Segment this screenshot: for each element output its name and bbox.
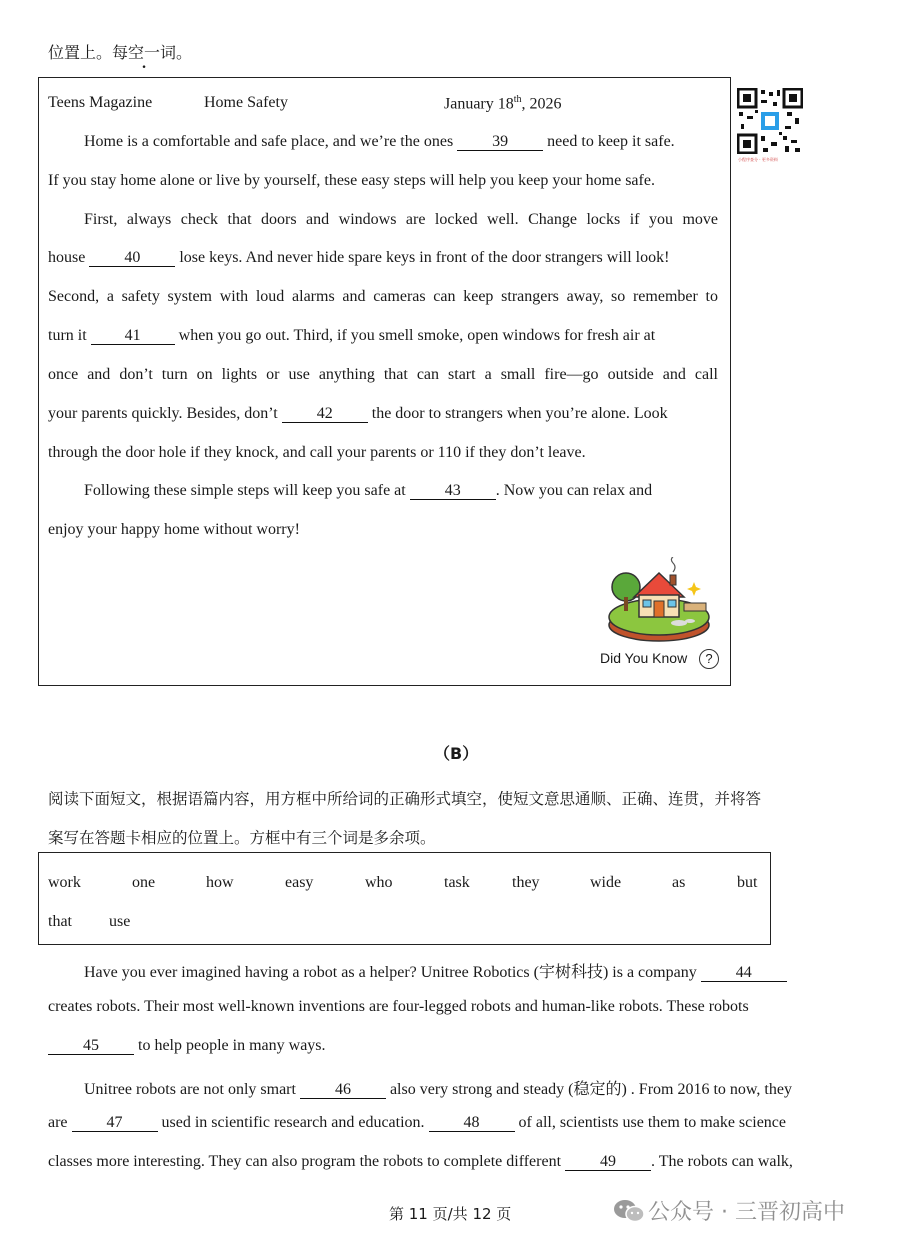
blank-48[interactable]: 48 bbox=[429, 1115, 515, 1132]
blank-44[interactable]: 44 bbox=[701, 965, 787, 982]
qr-caption: 小程序查分 · 更多资料 bbox=[738, 157, 778, 162]
word-option: who bbox=[365, 874, 393, 891]
watermark-text: 公众号 · 三晋初高中 bbox=[648, 1200, 845, 1225]
page-number: 第 11 页/共 12 页 bbox=[389, 1205, 512, 1223]
word-option: wide bbox=[590, 874, 622, 891]
word-option: as bbox=[672, 874, 686, 891]
word-option: how bbox=[206, 874, 234, 891]
passage-a-line: your parents quickly. Besides, don’t 42 the door to strangers when you’re alone. Look bbox=[48, 405, 668, 422]
instruction-text: 位置上。 bbox=[48, 43, 113, 62]
magazine-section: Home Safety bbox=[204, 94, 288, 111]
section-b-instruction: 案写在答题卡相应的位置上。方框中有三个词是多余项。 bbox=[48, 829, 436, 847]
passage-a-line: First, always check that doors and windows are locked well. Change locks if you move bbox=[84, 211, 718, 228]
passage-a-line: Following these simple steps will keep you safe at 43 . Now you can relax and bbox=[84, 482, 653, 499]
word-option: they bbox=[512, 874, 540, 891]
passage-b-line: Unitree robots are not only smart 46 also very strong and steady (稳定的) . From 2016 to now, they bbox=[84, 1081, 792, 1098]
blank-41[interactable]: 41 bbox=[91, 328, 175, 345]
blank-47[interactable]: 47 bbox=[72, 1115, 158, 1132]
house-illustration bbox=[604, 557, 714, 645]
blank-39[interactable]: 39 bbox=[457, 134, 543, 151]
section-b-title: （B） bbox=[434, 744, 479, 763]
passage-b-line: are 47 used in scientific research and education. 48 of all, scientists use them to make science bbox=[48, 1114, 787, 1131]
word-box bbox=[38, 852, 771, 945]
question-icon[interactable]: ? bbox=[699, 649, 719, 669]
section-b-instruction: 阅读下面短文，根据语篇内容，用方框中所给词的正确形式填空，使短文意思通顺、正确、连贯，并将答 bbox=[48, 790, 762, 808]
passage-b-line: classes more interesting. They can also program the robots to complete different 49 . The robots can walk, bbox=[48, 1153, 793, 1170]
word-option: that bbox=[48, 913, 72, 930]
word-option: easy bbox=[285, 874, 314, 891]
word-option: use bbox=[109, 913, 131, 930]
top-instruction: 位置上。每空一词。 bbox=[48, 43, 193, 62]
wechat-icon bbox=[612, 1197, 646, 1225]
passage-b-line: Have you ever imagined having a robot as a helper? Unitree Robotics (宇树科技) is a company 44 bbox=[84, 959, 787, 982]
blank-45[interactable]: 45 bbox=[48, 1038, 134, 1055]
word-option: one bbox=[132, 874, 156, 891]
blank-49[interactable]: 49 bbox=[565, 1154, 651, 1171]
word-option: task bbox=[444, 874, 470, 891]
blank-40[interactable]: 40 bbox=[89, 250, 175, 267]
passage-b-line: creates robots. Their most well-known inventions are four-legged robots and human-like robots. These robots bbox=[48, 998, 749, 1015]
blank-43[interactable]: 43 bbox=[410, 483, 496, 500]
passage-a-line: Home is a comfortable and safe place, and we’re the ones 39 need to keep it safe. bbox=[84, 133, 675, 150]
passage-a-line: turn it 41 when you go out. Third, if you smell smoke, open windows for fresh air at bbox=[48, 327, 656, 344]
blank-42[interactable]: 42 bbox=[282, 406, 368, 423]
passage-a-line: through the door hole if they knock, and call your parents or 110 if they don’t leave. bbox=[48, 444, 586, 461]
passage-b-line: 45 to help people in many ways. bbox=[48, 1037, 326, 1055]
qr-code-icon bbox=[737, 88, 803, 154]
passage-a-line: house 40 lose keys. And never hide spare keys in front of the door strangers will look! bbox=[48, 249, 670, 266]
passage-a-line: enjoy your happy home without worry! bbox=[48, 521, 300, 538]
emphasized-text: 每空一词 bbox=[112, 43, 177, 62]
magazine-name: Teens Magazine bbox=[48, 94, 153, 111]
word-option: work bbox=[48, 874, 81, 891]
passage-a-line: If you stay home alone or live by yourself, these easy steps will help you keep your home safe. bbox=[48, 172, 655, 189]
passage-a-line: Second, a safety system with loud alarms and cameras can keep strangers away, so remember to bbox=[48, 288, 718, 305]
blank-46[interactable]: 46 bbox=[300, 1082, 386, 1099]
did-you-know-label: Did You Know bbox=[600, 650, 688, 666]
passage-a-line: once and don’t turn on lights or use anything that can start a small fire—go outside and call bbox=[48, 366, 718, 383]
magazine-date: January 18th, 2026 bbox=[444, 94, 562, 113]
word-option: but bbox=[737, 874, 758, 891]
